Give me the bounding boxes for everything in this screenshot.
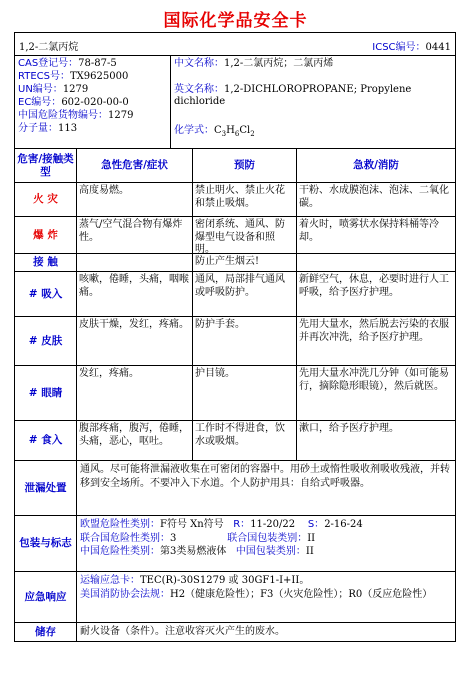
aid-skin: 先用大量水，然后脱去污染的衣服并再次冲洗，给予医疗护理。 xyxy=(299,319,449,343)
safety-card xyxy=(14,32,456,642)
label-spill: 泄漏处置 xyxy=(15,461,77,515)
aid-explosion: 着火时，喷雾状水保持料桶等冷却。 xyxy=(299,219,439,243)
hazard-eyes: 发红，疼痛。 xyxy=(77,366,193,420)
prevention-eyes: 护目镜。 xyxy=(193,366,297,420)
head-hazard: 急性危害/症状 xyxy=(77,149,193,182)
type-explosion: 爆 炸 xyxy=(15,217,77,253)
card-title: 国际化学品安全卡 xyxy=(163,11,308,31)
cn-name-line: 中文名称：1,2-二氯丙烷；二氯丙烯 xyxy=(174,58,334,69)
en-name-line-2: dichloride xyxy=(174,96,226,107)
head-type: 危害/接触类型 xyxy=(15,149,77,182)
mw-line: 分子量：113 xyxy=(18,123,78,134)
text-storage: 耐火设备（条件）。注意收容灭火产生的废水。 xyxy=(80,626,285,637)
hazard-skin: 皮肤干燥，发红，疼痛。 xyxy=(77,317,193,365)
head-prevention: 预防 xyxy=(193,149,297,182)
row-explosion xyxy=(15,217,455,254)
row-skin xyxy=(15,317,455,366)
prevention-contact: 防止产生烟云! xyxy=(193,254,297,271)
aid-ingestion: 漱口，给予医疗护理。 xyxy=(299,423,399,434)
prevention-explosion: 密闭系统、通风、防爆型电气设备和照明。 xyxy=(193,217,297,253)
row-storage xyxy=(15,623,455,641)
aid-fire: 干粉、水成膜泡沫、泡沫、二氧化碳。 xyxy=(299,185,449,209)
cn-class-line: 中国危险性类别：第3类易燃液体 中国包装类别：II xyxy=(80,546,314,557)
hazard-fire: 高度易燃。 xyxy=(77,183,193,216)
hazard-ingestion: 腹部疼痛，腹泻，倦睡，头痛，恶心，呕吐。 xyxy=(77,421,193,460)
cas-line: CAS登记号：78-87-5 xyxy=(18,58,117,69)
aid-inhalation: 新鲜空气，休息，必要时进行人工呼吸，给予医疗护理。 xyxy=(299,274,449,298)
type-inhalation: # 吸入 xyxy=(15,272,77,316)
name-row xyxy=(15,33,455,56)
prevention-ingestion: 工作时不得进食，饮水或吸烟。 xyxy=(193,421,297,460)
row-packaging xyxy=(15,516,455,572)
hazard-inhalation: 咳嗽，倦睡，头痛，咽喉痛。 xyxy=(77,272,193,316)
type-skin: # 皮肤 xyxy=(15,317,77,365)
icsc-number: ICSC编号：0441 xyxy=(372,42,451,53)
ec-line: EC编号：602-020-00-0 xyxy=(18,97,129,108)
rtecs-line: RTECS号：TX9625000 xyxy=(18,71,129,82)
prevention-inhalation: 通风，局部排气通风或呼吸防护。 xyxy=(193,272,297,316)
row-spill xyxy=(15,461,455,516)
eu-class-line: 欧盟危险性类别：F符号 Xn符号 R：11-20/22 S：2-16-24 xyxy=(80,519,363,530)
row-fire xyxy=(15,183,455,217)
cn-dg-line: 中国危险货物编号：1279 xyxy=(18,110,134,121)
type-ingestion: # 食入 xyxy=(15,421,77,460)
type-eyes: # 眼睛 xyxy=(15,366,77,420)
text-packaging xyxy=(77,516,455,571)
formula-line: 化学式：$C_3H_6Cl_2$ xyxy=(174,125,255,138)
un-class-line: 联合国危险性类别：3 联合国包装类别：II xyxy=(80,532,316,544)
hazard-contact xyxy=(77,254,193,271)
label-storage: 储存 xyxy=(15,623,77,641)
label-packaging: 包装与标志 xyxy=(15,516,77,571)
row-ingestion xyxy=(15,421,455,461)
en-name-line: 英文名称：1,2-DICHLOROPROPANE; Propylene xyxy=(174,84,412,95)
nfpa-line: 美国消防协会法规：H2（健康危险性）；F3（火灾危险性）；R0（反应危险性） xyxy=(80,588,433,600)
label-emergency: 应急响应 xyxy=(15,572,77,622)
text-spill: 通风。尽可能将泄漏液收集在可密闭的容器中。用砂土或惰性吸收剂吸收残液，并转移到安全场所。不要冲入下水道。个人防护用具：自给式呼吸器。 xyxy=(80,464,450,489)
prevention-skin: 防护手套。 xyxy=(193,317,297,365)
transport-card-line: 运输应急卡：TEC(R)-30S1279 或 30GF1-I+II。 xyxy=(80,575,310,586)
hazard-table-header xyxy=(15,149,455,183)
head-aid: 急救/消防 xyxy=(353,159,399,171)
chemical-name: 1,2-二氯丙烷 xyxy=(19,42,79,53)
aid-contact xyxy=(297,254,455,271)
type-fire: 火 灾 xyxy=(15,183,77,216)
row-contact xyxy=(15,254,455,272)
aid-eyes: 先用大量水冲洗几分钟（如可能易行，摘除隐形眼镜），然后就医。 xyxy=(299,368,449,392)
identity-names xyxy=(170,56,455,148)
type-contact: 接 触 xyxy=(15,254,77,271)
un-line: UN编号：1279 xyxy=(18,84,89,95)
identity-codes xyxy=(15,56,170,148)
row-eyes xyxy=(15,366,455,421)
row-emergency xyxy=(15,572,455,623)
text-emergency xyxy=(77,572,455,622)
row-inhalation xyxy=(15,272,455,317)
prevention-fire: 禁止明火、禁止火花和禁止吸烟。 xyxy=(193,183,297,216)
hazard-explosion: 蒸气/空气混合物有爆炸性。 xyxy=(77,217,193,253)
identity-block xyxy=(15,56,455,149)
